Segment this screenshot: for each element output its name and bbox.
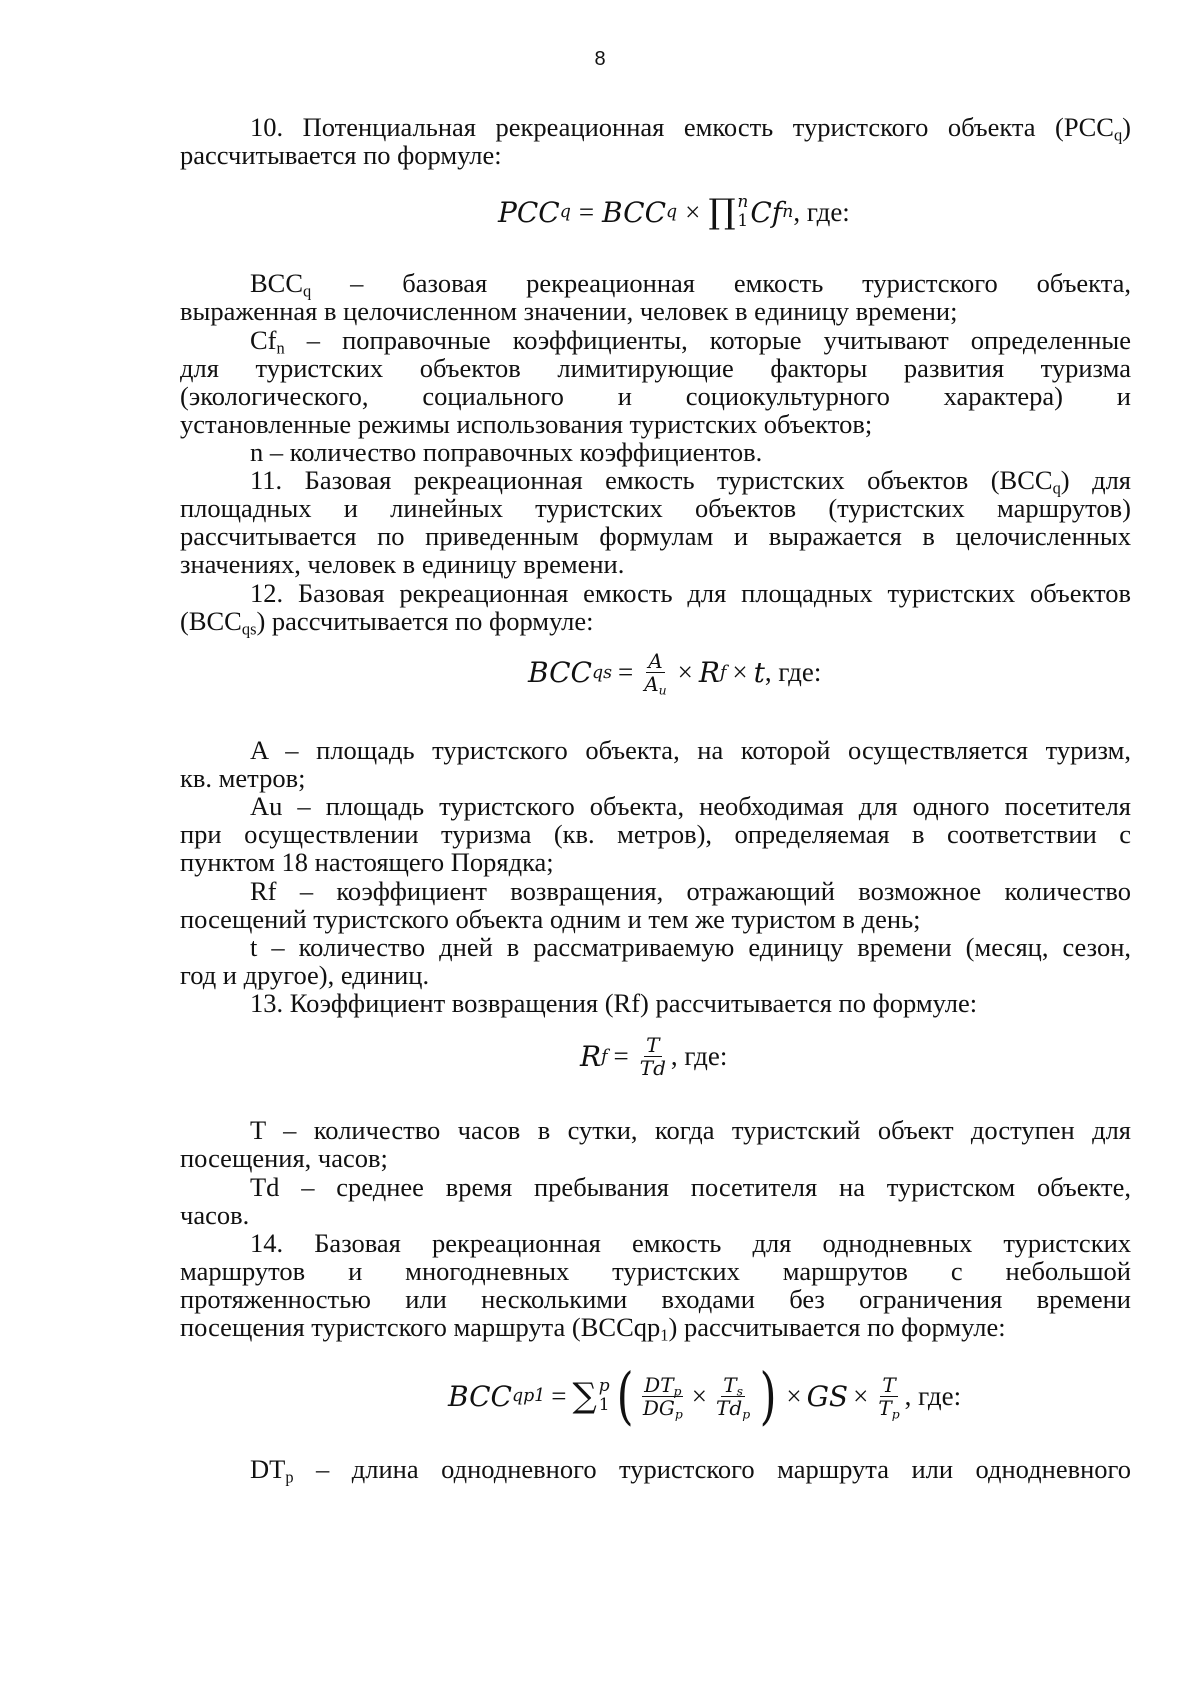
definition-T-line-1: T – количество часов в сутки, когда туристский объект доступен для [250, 1115, 1131, 1145]
definition-rf-line-2: посещений туристского объекта одним и тем же туристом в день; [180, 904, 921, 934]
definition-bcc-line-1: $BCC_q$ – базовая рекреационная емкость туристского объекта, [250, 268, 1131, 301]
paragraph-12-line-1: 12. Базовая рекреационная емкость для площадных туристских объектов [250, 578, 1131, 608]
definition-a-line-2: кв. метров; [180, 763, 306, 793]
definition-cf-line-3: (экологического, социального и социокультурного характера) и [180, 381, 1131, 411]
paragraph-13: 13. Коэффициент возвращения (Rf) рассчитывается по формуле: [250, 988, 978, 1018]
definition-bcc-line-2: выраженная в целочисленном значении, человек в единицу времени; [180, 296, 958, 326]
paragraph-12-line-2: $(BCC_{qs})$ рассчитывается по формуле: [180, 606, 594, 639]
definition-T-line-2: посещения, часов; [180, 1143, 388, 1173]
formula-rf: R f = $\frac{T}{Td}$ , где: [580, 1033, 728, 1080]
paragraph-11-line-1: 11. Базовая рекреационная емкость туристских объектов $(BCC_q)$ для [250, 465, 1131, 498]
definition-au-line-1: Au – площадь туристского объекта, необходимая для одного посетителя [250, 791, 1131, 821]
paragraph-10-line-1: 10. Потенциальная рекреационная емкость туристского объекта $(PCC_q)$ [250, 112, 1131, 145]
page-number: 8 [594, 48, 606, 70]
formula-bcc-qp1: BCC qp1 = ∑ p 1 ( $\frac{DT_p}{DG_p}$ × $\frac{T_s}{Td_p}$ ) × GS × $\frac{T}{T_p}$ , где: [448, 1359, 962, 1432]
definition-td-line-2: часов. [180, 1200, 250, 1230]
definition-dtp-line-1: $DT_p$ – длина однодневного туристского маршрута или однодневного [250, 1454, 1131, 1487]
paragraph-10-line-2: рассчитывается по формуле: [180, 140, 502, 170]
formula-bcc-qs: BCC qs = $\frac{A}{A_u}$ × R f × t , где: [528, 649, 822, 698]
formula-pcc: PCC q = BCC q × ∏ n 1 Cf n , где: [498, 192, 850, 232]
definition-t-line-1: t – количество дней в рассматриваемую единицу времени (месяц, сезон, [250, 932, 1131, 962]
paragraph-11-line-3: рассчитывается по приведенным формулам и выражается в целочисленных [180, 521, 1131, 551]
definition-t-line-2: год и другое), единиц. [180, 960, 430, 990]
paragraph-14-line-2: маршрутов и многодневных туристских маршрутов с небольшой [180, 1256, 1131, 1286]
definition-cf-line-1: $Cf_n$ – поправочные коэффициенты, которые учитывают определенные [250, 325, 1131, 358]
paragraph-14-line-3: протяженностью или несколькими входами без ограничения времени [180, 1284, 1131, 1314]
definition-cf-line-4: установленные режимы использования туристских объектов; [180, 409, 873, 439]
paragraph-14-line-4: посещения туристского маршрута (BCCqp$_1$) рассчитывается по формуле: [180, 1312, 1006, 1345]
paragraph-14-line-1: 14. Базовая рекреационная емкость для однодневных туристских [250, 1228, 1131, 1258]
paragraph-11-line-2: площадных и линейных туристских объектов (туристских маршрутов) [180, 493, 1131, 523]
paragraph-11-line-4: значениях, человек в единицу времени. [180, 549, 625, 579]
definition-au-line-3: пунктом 18 настоящего Порядка; [180, 847, 554, 877]
definition-td-line-1: Td – среднее время пребывания посетителя на туристском объекте, [250, 1172, 1131, 1202]
definition-au-line-2: при осуществлении туризма (кв. метров), определяемая в соответствии с [180, 819, 1131, 849]
definition-a-line-1: A – площадь туристского объекта, на которой осуществляется туризм, [250, 735, 1131, 765]
definition-n: n – количество поправочных коэффициентов. [250, 437, 763, 467]
definition-rf-line-1: Rf – коэффициент возвращения, отражающий возможное количество [250, 876, 1131, 906]
definition-cf-line-2: для туристских объектов лимитирующие факторы развития туризма [180, 353, 1131, 383]
